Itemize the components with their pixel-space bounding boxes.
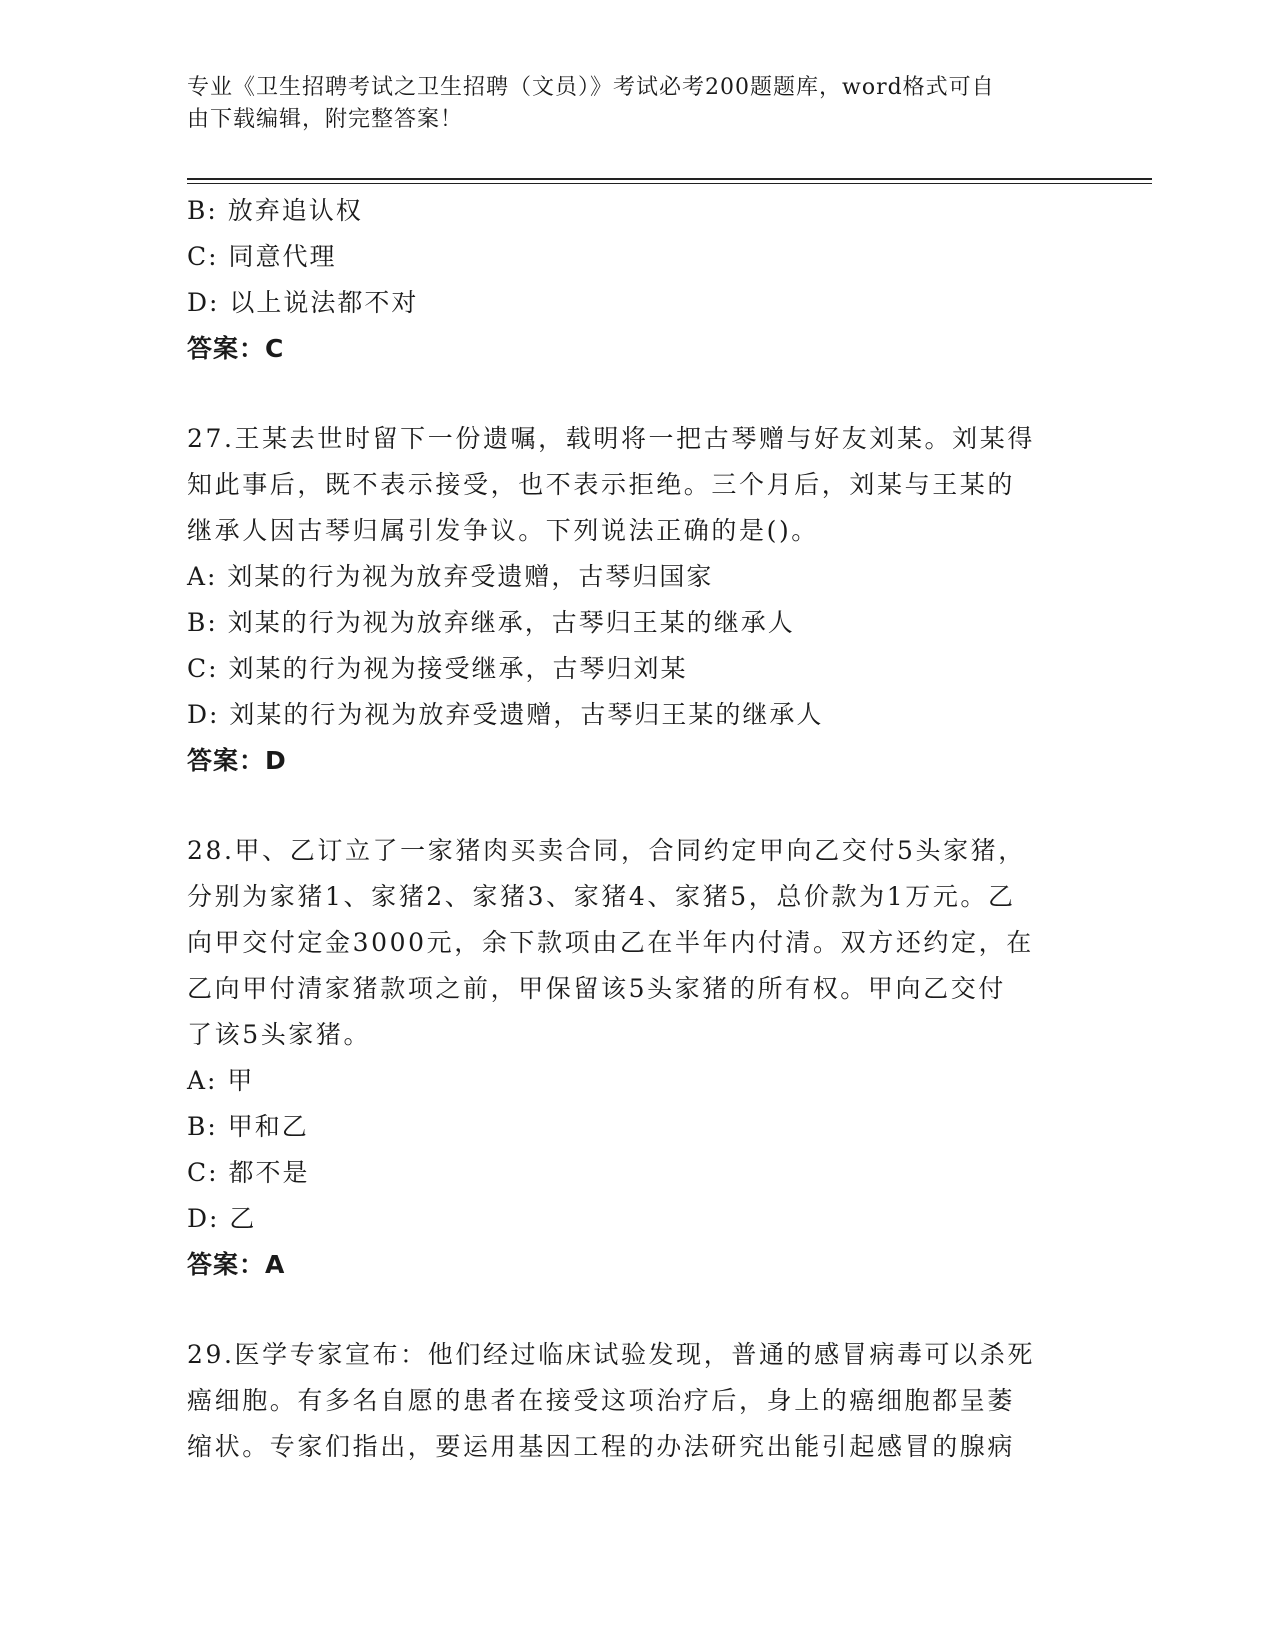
stem-line: 27.王某去世时留下一份遗嘱，载明将一把古琴赠与好友刘某。刘某得 (187, 424, 1035, 453)
header-rule-thin (187, 183, 1152, 184)
header-line-1: 专业《卫生招聘考试之卫生招聘（文员）》考试必考200题题库，word格式可自 (187, 75, 995, 100)
question-29 (187, 1332, 1087, 1470)
header-rule-thick (187, 178, 1152, 180)
option-b: B: 刘某的行为视为放弃继承，古琴归王某的继承人 (187, 608, 795, 637)
stem-line: 29.医学专家宣布：他们经过临床试验发现，普通的感冒病毒可以杀死 (187, 1340, 1035, 1369)
question-26-tail (187, 188, 1087, 372)
option-c: C: 刘某的行为视为接受继承，古琴归刘某 (187, 654, 688, 683)
question-stem (187, 1332, 1087, 1470)
option-a: A: 甲 (187, 1066, 255, 1095)
stem-line: 28.甲、乙订立了一家猪肉买卖合同，合同约定甲向乙交付5头家猪， (187, 836, 1026, 865)
document-header (187, 72, 1067, 136)
stem-line: 分别为家猪1、家猪2、家猪3、家猪4、家猪5，总价款为1万元。乙 (187, 882, 1016, 911)
stem-line: 乙向甲付清家猪款项之前，甲保留该5头家猪的所有权。甲向乙交付 (187, 974, 1006, 1003)
stem-line: 了该5头家猪。 (187, 1020, 372, 1049)
option-d: D: 乙 (187, 1204, 257, 1233)
option-c: C: 都不是 (187, 1158, 310, 1187)
page-content (187, 188, 1087, 1470)
stem-line: 癌细胞。有多名自愿的患者在接受这项治疗后，身上的癌细胞都呈萎 (187, 1386, 1016, 1415)
option-c: C: 同意代理 (187, 242, 337, 271)
question-stem (187, 828, 1087, 1058)
option-a: A: 刘某的行为视为放弃受遗赠，古琴归国家 (187, 562, 714, 591)
answer-line: 答案：D (187, 746, 287, 775)
stem-line: 向甲交付定金3000元，余下款项由乙在半年内付清。双方还约定，在 (187, 928, 1034, 957)
stem-line: 继承人因古琴归属引发争议。下列说法正确的是()。 (187, 516, 819, 545)
option-b: B: 甲和乙 (187, 1112, 309, 1141)
question-stem (187, 416, 1087, 554)
option-b: B: 放弃追认权 (187, 196, 363, 225)
question-28 (187, 828, 1087, 1288)
stem-line: 知此事后，既不表示接受，也不表示拒绝。三个月后，刘某与王某的 (187, 470, 1016, 499)
answer-line: 答案：A (187, 1250, 286, 1279)
header-line-2: 由下载编辑，附完整答案！ (187, 107, 464, 132)
answer-line: 答案：C (187, 334, 285, 363)
question-27 (187, 416, 1087, 784)
option-d: D: 刘某的行为视为放弃受遗赠，古琴归王某的继承人 (187, 700, 824, 729)
stem-line: 缩状。专家们指出，要运用基因工程的办法研究出能引起感冒的腺病 (187, 1432, 1016, 1461)
option-d: D: 以上说法都不对 (187, 288, 419, 317)
